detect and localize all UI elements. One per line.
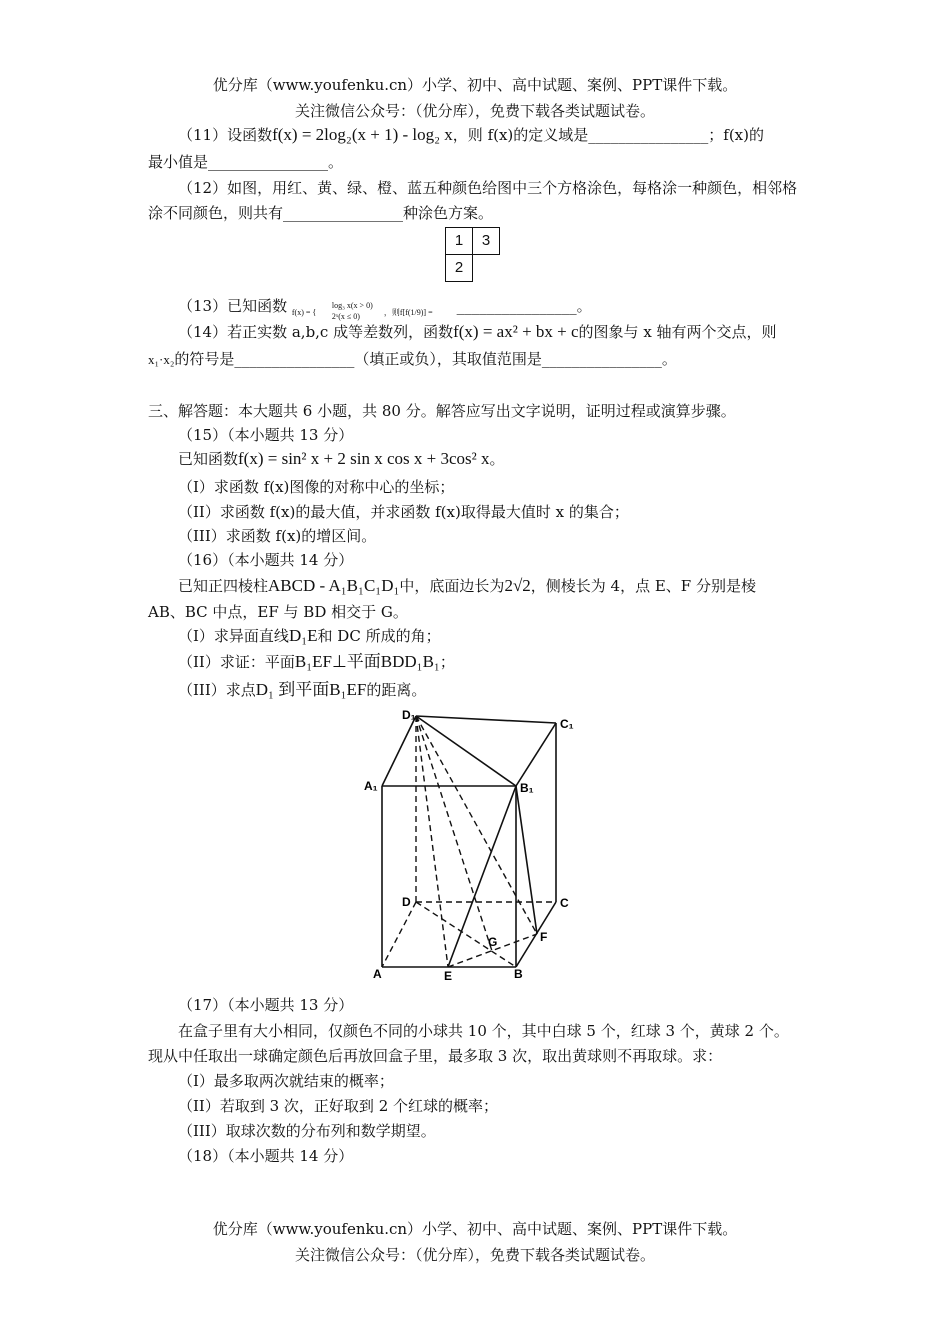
q14-post: 的图象与 x 轴有两个交点，则 (578, 323, 777, 341)
q16-p1-post: 和 DC 所成的角； (317, 627, 441, 645)
q13-pre: （13）已知函数 (178, 297, 288, 315)
edge-d1-e (416, 716, 448, 967)
q14-line-1 (178, 322, 777, 342)
q17-line-2: 现从中任取出一球确定颜色后再放回盒子里，最多取 3 次，取出黄球则不再取球。求： (148, 1047, 723, 1065)
edge-c1-b1 (516, 723, 556, 786)
q15-given-post: 。 (489, 450, 505, 468)
q13-case-1: log₃ x(x > 0) (331, 301, 373, 310)
q14-line-2-text: 的符号是________________（填正或负），其取值范围是________________。 (174, 350, 677, 368)
q11-pre: （11）设函数 (178, 126, 273, 144)
q15-part-2: （II）求函数 f(x)的最大值，并求函数 f(x)取得最大值时 x 的集合； (178, 503, 629, 521)
label-g: G (488, 935, 498, 949)
q16-head: （16）（本小题共 14 分） (178, 551, 354, 569)
q14-formula: f(x) = ax² + bx + c (453, 322, 579, 341)
q16-p1-pre: （I）求异面直线 (178, 627, 289, 645)
edge-d1-a1 (382, 716, 416, 786)
q17-part-1: （I）最多取两次就结束的概率； (178, 1072, 394, 1090)
q18-head: （18）（本小题共 14 分） (178, 1147, 354, 1165)
q12-line-1: （12）如图，用红、黄、绿、橙、蓝五种颜色给图中三个方格涂色，每格涂一种颜色，相邻格 (178, 179, 798, 197)
q13-case-2: 2ˣ(x ≤ 0) (331, 312, 360, 321)
q17-line-1: 在盒子里有大小相同，仅颜色不同的小球共 10 个，其中白球 5 个，红球 3 个，黄球 2 个。 (178, 1022, 789, 1040)
grid-cell-3: 3 (472, 227, 500, 255)
label-c1: C₁ (560, 717, 574, 731)
q11-line-2: 最小值是________________。 (148, 153, 344, 171)
q15-part-1: （I）求函数 f(x)图像的对称中心的坐标； (178, 478, 455, 496)
q17-part-2: （II）若取到 3 次，正好取到 2 个红球的概率； (178, 1097, 499, 1115)
q16-p1-line: D₁E (288, 626, 318, 645)
q16-line-1 (178, 576, 756, 596)
edge-d1-c1 (416, 716, 556, 723)
label-d: D (402, 895, 411, 909)
label-a: A (373, 967, 382, 981)
q13-piecewise: f(x) = { log₃ x(x > 0) 2ˣ(x ≤ 0) ，则f[f(1/9)] = (292, 297, 452, 317)
q16-l1-mid: 中，底面边长为 (399, 577, 505, 595)
q17-head: （17）（本小题共 13 分） (178, 996, 354, 1014)
q16-l1-post: ，侧棱长为 4，点 E、F 分别是棱 (530, 577, 756, 595)
q17-part-3: （III）取球次数的分布列和数学期望。 (178, 1122, 436, 1140)
q15-formula: f(x) = sin² x + 2 sin x cos x + 3cos² x (238, 449, 490, 468)
q11-formula: f(x) = 2log₂(x + 1) - log₂ x (272, 125, 453, 144)
q16-side-length: 2√2 (504, 576, 531, 595)
q16-prism: ABCD - A₁B₁C₁D₁ (268, 576, 400, 595)
q13-mid: ，则f[f(1/9)] = (383, 308, 433, 317)
grid-cell-2: 2 (445, 254, 473, 282)
q16-p2-pre: （II）求证：平面 (178, 653, 295, 671)
footer-line-1: 优分库（www.youfenku.cn）小学、初中、高中试题、案例、PPT课件下载。 (212, 1220, 738, 1238)
label-f: F (540, 930, 548, 944)
q12-line-2: 涂不同颜色，则共有________________种涂色方案。 (148, 204, 494, 222)
label-e: E (444, 969, 453, 983)
q16-part-3 (178, 680, 426, 700)
q15-given-pre: 已知函数 (178, 450, 239, 468)
q16-p2-post: ； (439, 653, 455, 671)
q15-head: （15）（本小题共 13 分） (178, 426, 354, 444)
q16-p3-post: 的距离。 (366, 681, 427, 699)
q13-line (178, 296, 592, 320)
q14-pre: （14）若正实数 a,b,c 成等差数列，函数 (178, 323, 454, 341)
q16-l1-pre: 已知正四棱柱 (178, 577, 269, 595)
label-a1: A₁ (364, 779, 378, 793)
edge-d-b (416, 902, 516, 967)
q16-line-2: AB、BC 中点，EF 与 BD 相交于 G。 (148, 603, 408, 621)
header-line-1: 优分库（www.youfenku.cn）小学、初中、高中试题、案例、PPT课件下载。 (212, 76, 738, 94)
q14-line-2 (148, 349, 677, 370)
header-line-2: 关注微信公众号：（优分库），免费下载各类试题试卷。 (294, 102, 655, 120)
q11-post: ，则 f(x)的定义域是________________；f(x)的 (452, 126, 764, 144)
q13-post: ________________。 (456, 297, 592, 315)
q16-p3-pre: （III）求点 (178, 681, 256, 699)
label-d1: D₁ (402, 708, 416, 722)
section-3-heading: 三、解答题：本大题共 6 小题，共 80 分。解答应写出文字说明，证明过程或演算步骤。 (148, 402, 736, 420)
edge-d1-b1 (416, 716, 516, 786)
label-b1: B₁ (520, 781, 534, 795)
q16-p3-formula: D₁ 到平面B₁EF (255, 680, 367, 699)
q11-line-1 (178, 125, 764, 145)
footer-line-2: 关注微信公众号：（优分库），免费下载各类试题试卷。 (294, 1246, 655, 1264)
label-b: B (514, 967, 523, 981)
q15-given (178, 449, 504, 469)
prism-figure (360, 706, 590, 986)
label-c: C (560, 896, 569, 910)
grid-cell-1: 1 (445, 227, 473, 255)
q16-part-1 (178, 626, 441, 646)
q15-part-3: （III）求函数 f(x)的增区间。 (178, 527, 377, 545)
q16-p2-formula: B₁EF⊥平面BDD₁B₁ (294, 652, 440, 671)
q16-part-2 (178, 652, 455, 672)
edge-b1-f (516, 786, 537, 934)
q14-x1x2: x₁·x₂ (148, 352, 175, 367)
edge-d-a (382, 902, 416, 967)
